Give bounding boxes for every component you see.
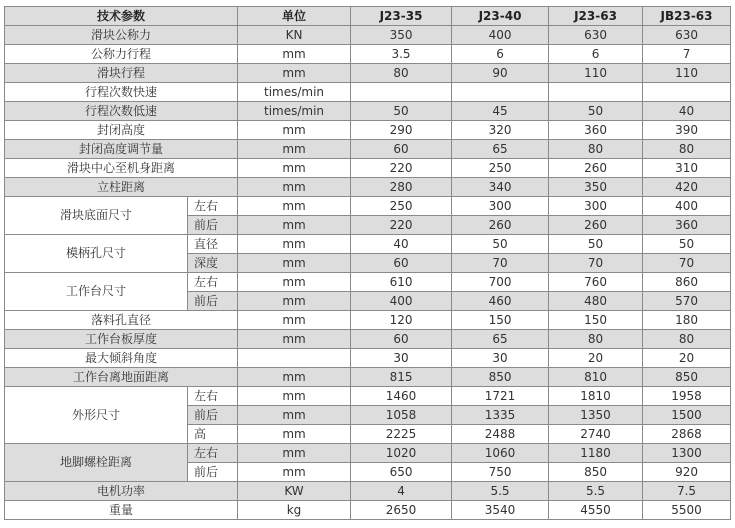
header-model: J23-35 — [351, 7, 452, 26]
header-param: 技术参数 — [5, 7, 238, 26]
param-cell: 封闭高度 — [5, 121, 238, 140]
value-cell — [549, 83, 643, 102]
sub-param-cell: 直径 — [188, 235, 238, 254]
sub-param-cell: 前后 — [188, 463, 238, 482]
value-cell: 390 — [643, 121, 731, 140]
value-cell: 1958 — [643, 387, 731, 406]
value-cell: 2868 — [643, 425, 731, 444]
value-cell: 50 — [351, 102, 452, 121]
unit-cell: KN — [238, 26, 351, 45]
param-cell: 工作台板厚度 — [5, 330, 238, 349]
table-row — [5, 368, 731, 387]
param-cell: 重量 — [5, 501, 238, 520]
table-row — [5, 121, 731, 140]
param-cell: 落料孔直径 — [5, 311, 238, 330]
table-row — [5, 349, 731, 368]
sub-param-cell: 前后 — [188, 216, 238, 235]
value-cell — [452, 83, 549, 102]
value-cell: 2488 — [452, 425, 549, 444]
sub-param-cell: 左右 — [188, 273, 238, 292]
value-cell: 860 — [643, 273, 731, 292]
param-cell: 滑块底面尺寸 — [5, 197, 188, 235]
unit-cell: mm — [238, 387, 351, 406]
unit-cell: mm — [238, 64, 351, 83]
value-cell: 260 — [549, 159, 643, 178]
value-cell: 65 — [452, 140, 549, 159]
value-cell: 60 — [351, 330, 452, 349]
table-row — [5, 387, 731, 406]
value-cell: 80 — [351, 64, 452, 83]
value-cell: 400 — [643, 197, 731, 216]
unit-cell: kg — [238, 501, 351, 520]
value-cell: 850 — [549, 463, 643, 482]
unit-cell: mm — [238, 273, 351, 292]
value-cell: 3.5 — [351, 45, 452, 64]
value-cell: 310 — [643, 159, 731, 178]
header-model: JB23-63 — [643, 7, 731, 26]
table-row — [5, 102, 731, 121]
value-cell: 20 — [549, 349, 643, 368]
unit-cell: mm — [238, 444, 351, 463]
value-cell: 1335 — [452, 406, 549, 425]
value-cell: 1500 — [643, 406, 731, 425]
value-cell: 120 — [351, 311, 452, 330]
value-cell — [351, 83, 452, 102]
value-cell: 90 — [452, 64, 549, 83]
value-cell: 815 — [351, 368, 452, 387]
table-row — [5, 501, 731, 520]
value-cell: 400 — [452, 26, 549, 45]
value-cell: 7.5 — [643, 482, 731, 501]
unit-cell: mm — [238, 159, 351, 178]
value-cell: 1810 — [549, 387, 643, 406]
value-cell: 65 — [452, 330, 549, 349]
value-cell: 850 — [643, 368, 731, 387]
value-cell: 50 — [643, 235, 731, 254]
value-cell: 150 — [549, 311, 643, 330]
param-cell: 立柱距离 — [5, 178, 238, 197]
param-cell: 行程次数低速 — [5, 102, 238, 121]
unit-cell: times/min — [238, 83, 351, 102]
value-cell: 80 — [549, 330, 643, 349]
value-cell: 250 — [351, 197, 452, 216]
value-cell: 2740 — [549, 425, 643, 444]
unit-cell: mm — [238, 216, 351, 235]
value-cell: 630 — [549, 26, 643, 45]
value-cell: 290 — [351, 121, 452, 140]
table-row — [5, 178, 731, 197]
value-cell: 460 — [452, 292, 549, 311]
value-cell: 3540 — [452, 501, 549, 520]
value-cell: 480 — [549, 292, 643, 311]
value-cell: 40 — [351, 235, 452, 254]
value-cell: 80 — [549, 140, 643, 159]
value-cell: 1460 — [351, 387, 452, 406]
header-model: J23-40 — [452, 7, 549, 26]
value-cell: 5.5 — [452, 482, 549, 501]
value-cell: 400 — [351, 292, 452, 311]
unit-cell — [238, 349, 351, 368]
value-cell: 7 — [643, 45, 731, 64]
unit-cell: mm — [238, 368, 351, 387]
sub-param-cell: 高 — [188, 425, 238, 444]
table-row — [5, 482, 731, 501]
value-cell: 50 — [549, 235, 643, 254]
value-cell: 360 — [643, 216, 731, 235]
value-cell: 750 — [452, 463, 549, 482]
value-cell: 1180 — [549, 444, 643, 463]
value-cell: 700 — [452, 273, 549, 292]
unit-cell: mm — [238, 425, 351, 444]
table-row — [5, 159, 731, 178]
value-cell: 1300 — [643, 444, 731, 463]
unit-cell: KW — [238, 482, 351, 501]
value-cell: 80 — [643, 330, 731, 349]
value-cell: 40 — [643, 102, 731, 121]
param-cell: 滑块行程 — [5, 64, 238, 83]
table-row — [5, 64, 731, 83]
table-row — [5, 273, 731, 292]
value-cell: 6 — [452, 45, 549, 64]
value-cell: 350 — [549, 178, 643, 197]
unit-cell: mm — [238, 292, 351, 311]
value-cell: 300 — [452, 197, 549, 216]
value-cell: 220 — [351, 159, 452, 178]
value-cell: 110 — [643, 64, 731, 83]
table-row — [5, 45, 731, 64]
value-cell: 300 — [549, 197, 643, 216]
value-cell: 50 — [452, 235, 549, 254]
table-row — [5, 311, 731, 330]
value-cell: 2650 — [351, 501, 452, 520]
unit-cell: mm — [238, 45, 351, 64]
value-cell: 4 — [351, 482, 452, 501]
value-cell: 610 — [351, 273, 452, 292]
unit-cell: mm — [238, 463, 351, 482]
value-cell: 570 — [643, 292, 731, 311]
value-cell: 340 — [452, 178, 549, 197]
table-row — [5, 83, 731, 102]
value-cell: 1058 — [351, 406, 452, 425]
table-row — [5, 197, 731, 216]
table-header-row — [5, 7, 731, 26]
value-cell — [643, 83, 731, 102]
value-cell: 150 — [452, 311, 549, 330]
sub-param-cell: 左右 — [188, 444, 238, 463]
sub-param-cell: 前后 — [188, 406, 238, 425]
param-cell: 工作台尺寸 — [5, 273, 188, 311]
unit-cell: mm — [238, 140, 351, 159]
value-cell: 2225 — [351, 425, 452, 444]
header-unit: 单位 — [238, 7, 351, 26]
param-cell: 最大倾斜角度 — [5, 349, 238, 368]
value-cell: 260 — [549, 216, 643, 235]
table-row — [5, 330, 731, 349]
value-cell: 110 — [549, 64, 643, 83]
value-cell: 5.5 — [549, 482, 643, 501]
value-cell: 80 — [643, 140, 731, 159]
unit-cell: mm — [238, 406, 351, 425]
value-cell: 45 — [452, 102, 549, 121]
value-cell: 220 — [351, 216, 452, 235]
value-cell: 60 — [351, 254, 452, 273]
unit-cell: mm — [238, 311, 351, 330]
param-cell: 模柄孔尺寸 — [5, 235, 188, 273]
param-cell: 滑块公称力 — [5, 26, 238, 45]
value-cell: 650 — [351, 463, 452, 482]
value-cell: 350 — [351, 26, 452, 45]
value-cell: 320 — [452, 121, 549, 140]
value-cell: 50 — [549, 102, 643, 121]
param-cell: 滑块中心至机身距离 — [5, 159, 238, 178]
spec-table — [4, 6, 731, 520]
unit-cell: mm — [238, 330, 351, 349]
unit-cell: mm — [238, 197, 351, 216]
param-cell: 地脚螺栓距离 — [5, 444, 188, 482]
value-cell: 1060 — [452, 444, 549, 463]
value-cell: 630 — [643, 26, 731, 45]
value-cell: 1721 — [452, 387, 549, 406]
param-cell: 公称力行程 — [5, 45, 238, 64]
value-cell: 420 — [643, 178, 731, 197]
value-cell: 70 — [643, 254, 731, 273]
value-cell: 920 — [643, 463, 731, 482]
value-cell: 250 — [452, 159, 549, 178]
unit-cell: mm — [238, 178, 351, 197]
value-cell: 1020 — [351, 444, 452, 463]
value-cell: 30 — [452, 349, 549, 368]
table-row — [5, 140, 731, 159]
table-row — [5, 235, 731, 254]
sub-param-cell: 深度 — [188, 254, 238, 273]
value-cell: 30 — [351, 349, 452, 368]
value-cell: 4550 — [549, 501, 643, 520]
value-cell: 360 — [549, 121, 643, 140]
unit-cell: mm — [238, 235, 351, 254]
param-cell: 电机功率 — [5, 482, 238, 501]
value-cell: 6 — [549, 45, 643, 64]
unit-cell: mm — [238, 121, 351, 140]
value-cell: 70 — [452, 254, 549, 273]
value-cell: 1350 — [549, 406, 643, 425]
sub-param-cell: 左右 — [188, 197, 238, 216]
param-cell: 行程次数快速 — [5, 83, 238, 102]
param-cell: 工作台离地面距离 — [5, 368, 238, 387]
header-model: J23-63 — [549, 7, 643, 26]
param-cell: 外形尺寸 — [5, 387, 188, 444]
value-cell: 20 — [643, 349, 731, 368]
sub-param-cell: 左右 — [188, 387, 238, 406]
table-row — [5, 26, 731, 45]
param-cell: 封闭高度调节量 — [5, 140, 238, 159]
value-cell: 260 — [452, 216, 549, 235]
table-row — [5, 444, 731, 463]
value-cell: 760 — [549, 273, 643, 292]
sub-param-cell: 前后 — [188, 292, 238, 311]
value-cell: 180 — [643, 311, 731, 330]
unit-cell: mm — [238, 254, 351, 273]
unit-cell: times/min — [238, 102, 351, 121]
value-cell: 5500 — [643, 501, 731, 520]
value-cell: 280 — [351, 178, 452, 197]
value-cell: 60 — [351, 140, 452, 159]
value-cell: 70 — [549, 254, 643, 273]
value-cell: 810 — [549, 368, 643, 387]
value-cell: 850 — [452, 368, 549, 387]
